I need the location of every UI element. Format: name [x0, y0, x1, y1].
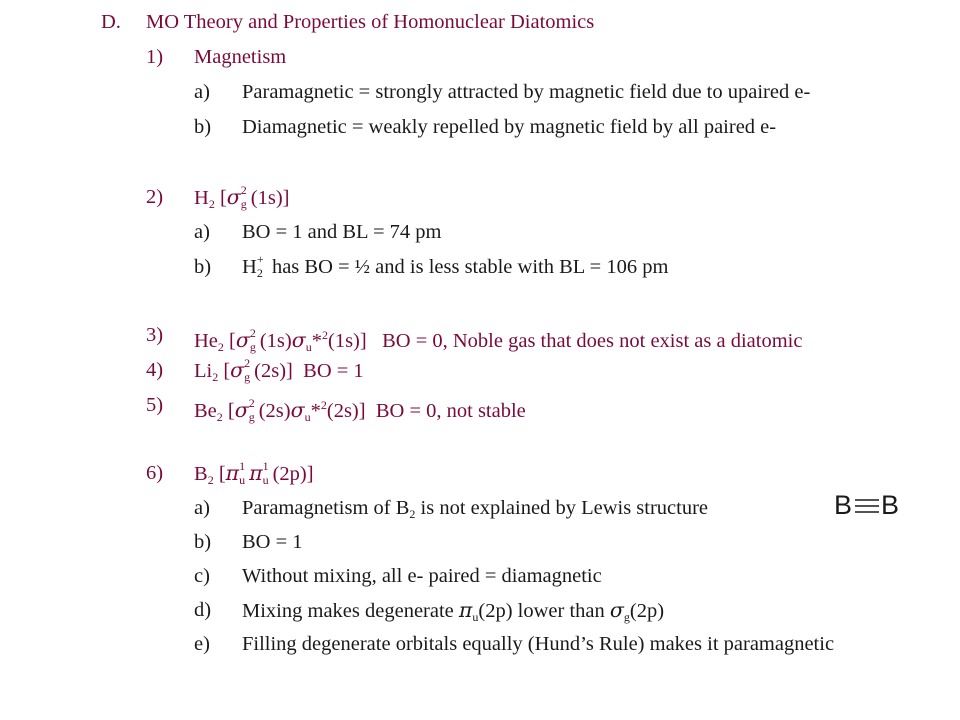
- item-6d-end: (2p): [629, 600, 665, 622]
- item-1b-text: Diamagnetic = weakly repelled by magnetic field by all paired e-: [242, 116, 777, 138]
- item-6a-tail: is not explained by Lewis structure: [420, 497, 709, 519]
- item-6a-text: Paramagnetism of $B_2$ is not explained by Lewis structure: [242, 497, 709, 521]
- item-6d-mid: (2p) lower than: [478, 600, 605, 622]
- item-1b-label: b): [194, 116, 212, 138]
- item-3-text: $He_2$ [σ 2 g $(1s)\sigma_u*^2(1s)$] BO = 0, Noble gas that does not exist as a diatomic: [194, 326, 803, 354]
- item-3-tail: BO = 0, Noble gas that does not exist as a diatomic: [382, 330, 803, 352]
- item-6e-text: Filling degenerate orbitals equally (Hund’s Rule) makes it paramagnetic: [242, 633, 835, 655]
- item-4-text: $Li_2$ [σ 2 g (2s)] BO = 1: [194, 356, 364, 384]
- item-4-tail: BO = 1: [303, 360, 364, 382]
- item-6a-head: Paramagnetism of B: [242, 497, 410, 519]
- item-1a-label: a): [194, 81, 210, 103]
- item-1a-text: Paramagnetic = strongly attracted by magnetic field due to upaired e-: [242, 81, 811, 103]
- item-5-tail: BO = 0, not stable: [375, 400, 526, 422]
- item-6e-label: e): [194, 633, 210, 655]
- item-5-label: 5): [146, 394, 164, 416]
- lewis-left-atom: B: [834, 490, 853, 520]
- item-6b-text: BO = 1: [242, 531, 303, 553]
- item-6d-head: Mixing makes degenerate: [242, 600, 454, 622]
- lewis-right-atom: B: [881, 490, 900, 520]
- item-1-label: 1): [146, 46, 164, 68]
- item-2b-tail: has BO = ½ and is less stable with BL = 106 pm: [271, 256, 669, 278]
- item-2-label: 2): [146, 186, 164, 208]
- item-2b-text: H + 2 has BO = ½ and is less stable with BL = 106 pm: [242, 252, 669, 280]
- item-6a-label: a): [194, 497, 210, 519]
- item-6c-text: Without mixing, all e- paired = diamagnetic: [242, 565, 602, 587]
- section-label: D.: [101, 11, 121, 33]
- lewis-structure-b2: [834, 490, 902, 520]
- item-1-text: Magnetism: [194, 46, 287, 68]
- section-title: MO Theory and Properties of Homonuclear Diatomics: [146, 11, 595, 33]
- item-6d-text: Mixing makes degenerate $\pi_u(2p)$ lower than $\sigma_g(2p)$: [242, 598, 665, 624]
- item-3-label: 3): [146, 324, 164, 346]
- item-2-formula: $H_2$ [σ 2 g (1s)]: [194, 183, 290, 211]
- item-6c-label: c): [194, 565, 210, 587]
- item-2b-label: b): [194, 256, 212, 278]
- item-2a-label: a): [194, 221, 210, 243]
- item-6-label: 6): [146, 462, 164, 484]
- item-5-text: $Be_2$ [σ 2 g $(2s)\sigma_u*^2(2s)$] BO = 0, not stable: [194, 396, 526, 424]
- item-6b-label: b): [194, 531, 212, 553]
- item-6-formula: $B_2$ [π 1 u π 1 u (2p)]: [194, 459, 314, 487]
- item-2a-text: BO = 1 and BL = 74 pm: [242, 221, 442, 243]
- item-6d-label: d): [194, 599, 212, 621]
- item-4-label: 4): [146, 359, 164, 381]
